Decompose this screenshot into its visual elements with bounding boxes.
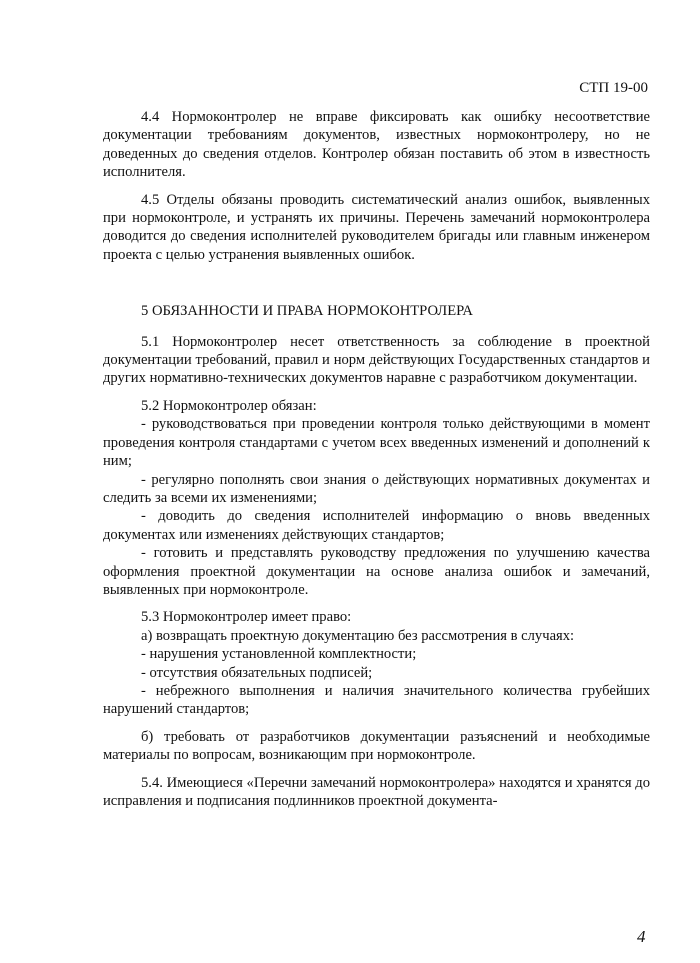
paragraph-4-5: 4.5 Отделы обязаны проводить систематический анализ ошибок, выявленных при нормоконтроле, и устранять их причины. Перечень замечаний нормоконтролера доводится до сведения исполнителей руководителем бригады или главным инженером проекта с целью устранения выявленных ошибок. [103, 191, 650, 263]
section-heading: 5 ОБЯЗАННОСТИ И ПРАВА НОРМОКОНТРОЛЕРА [141, 303, 473, 320]
list-item: - нарушения установленной комплектности; [141, 646, 417, 663]
paragraph-5-4: 5.4. Имеющиеся «Перечни замечаний нормоконтролера» находятся и хранятся до исправления и подписания подлинников проектной документа- [103, 774, 650, 809]
list-item: - небрежного выполнения и наличия значительного количества грубейших нарушений стандартов; [103, 682, 650, 718]
paragraph-5-3: 5.3 Нормоконтролер имеет право: [141, 609, 352, 626]
paragraph-5-3-a: а) возвращать проектную документацию без рассмотрения в случаях: [141, 627, 575, 644]
document-body [103, 108, 650, 810]
document-code: СТП 19-00 [579, 80, 648, 96]
paragraph-4-4: 4.4 Нормоконтролер не вправе фиксировать как ошибку несоответствие документации требованиям документов, известных нормоконтролеру, но не доведенных до сведения отделов. Контролер обязан поставить об этом в известность исполнителя. [103, 109, 650, 181]
list-item: - руководствоваться при проведении контроля только действующими в момент проведения контроля стандартами с учетом всех введенных изменений и дополнений к ним; [103, 416, 650, 470]
list-item: - доводить до сведения исполнителей информацию о вновь введенных документах или изменениях действующих стандартов; [103, 508, 650, 543]
list-item: - отсутствия обязательных подписей; [141, 664, 373, 681]
page-number: 4 [637, 927, 646, 946]
paragraph-5-1: 5.1 Нормоконтролер несет ответственность за соблюдение в проектной документации требований, правил и норм действующих Государственных стандартов и других нормативно-технических документов наравне с разработчиком документации. [103, 333, 650, 387]
list-item: - готовить и представлять руководству предложения по улучшению качества оформления проектной документации на основе анализа ошибок и замечаний, выявленных при нормоконтроле. [103, 545, 650, 598]
list-item: - регулярно пополнять свои знания о действующих нормативных документах и следить за всеми их изменениями; [103, 471, 650, 506]
paragraph-5-2: 5.2 Нормоконтролер обязан: [141, 397, 317, 414]
paragraph-5-3-b: б) требовать от разработчиков документации разъяснений и необходимые материалы по вопросам, возникающим при нормоконтроле. [103, 728, 650, 764]
